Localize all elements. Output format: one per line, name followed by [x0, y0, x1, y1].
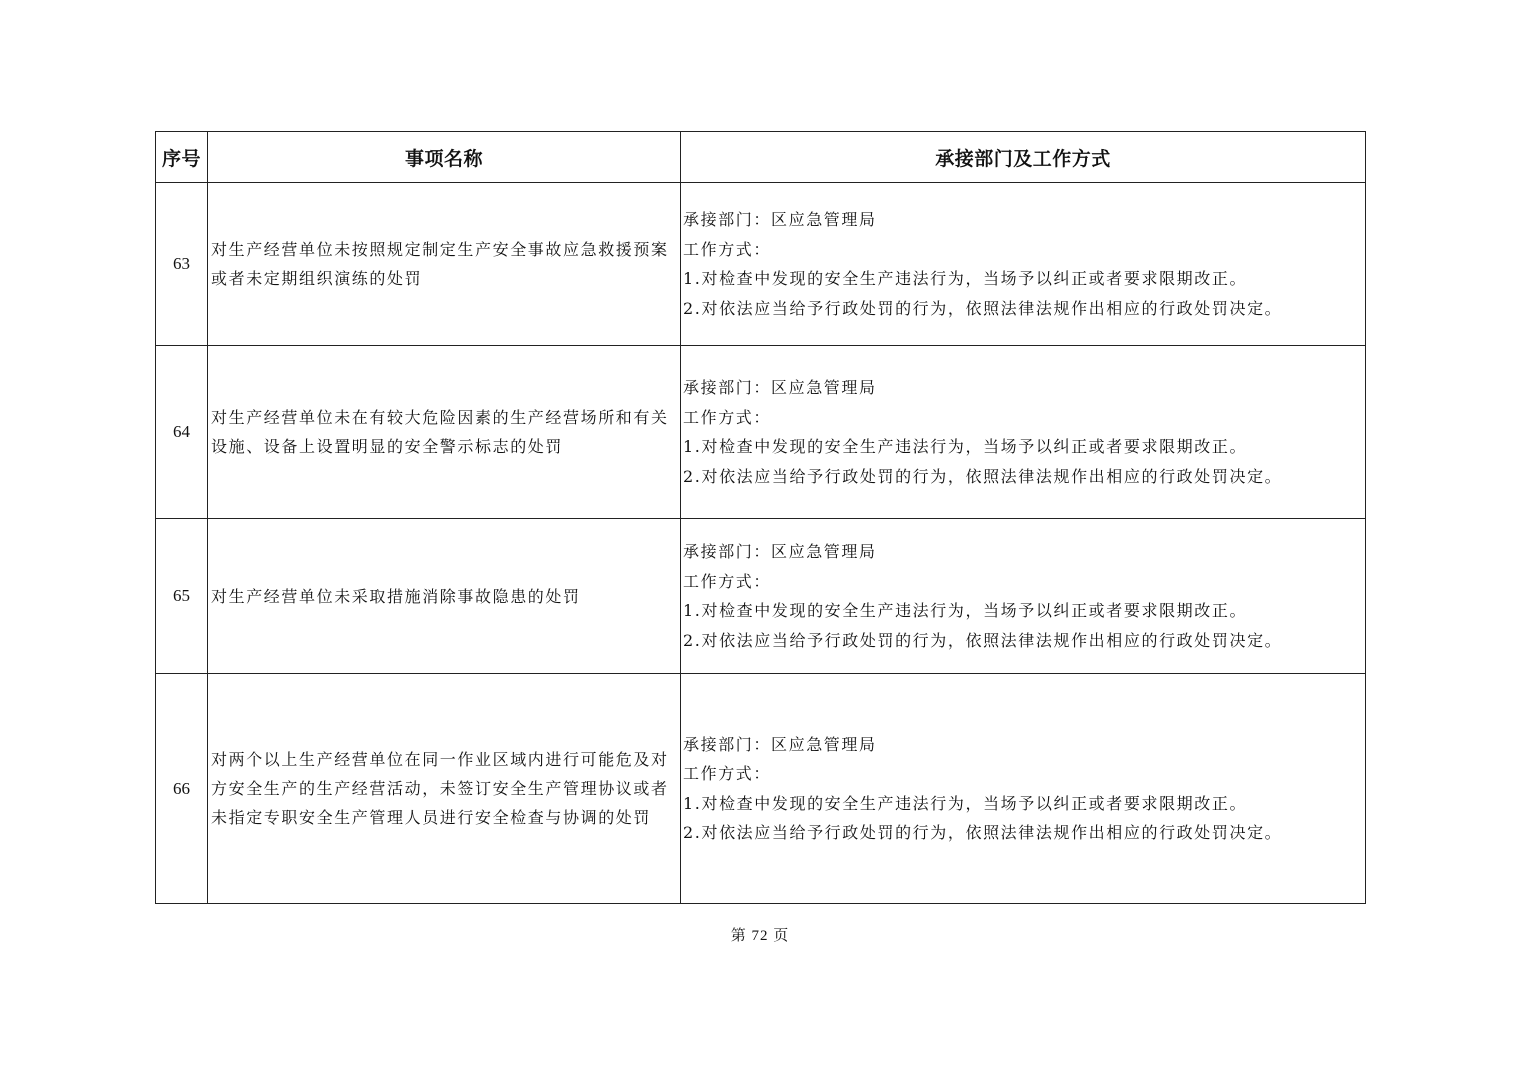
item-name-text: 对生产经营单位未在有较大危险因素的生产经营场所和有关设施、设备上设置明显的安全警示标志的处罚	[211, 408, 669, 456]
table-row	[156, 346, 1366, 519]
method-item-2: 2.对依法应当给予行政处罚的行为，依照法律法规作出相应的行政处罚决定。	[683, 823, 1283, 842]
method-heading: 工作方式：	[683, 239, 772, 259]
items-table	[155, 131, 1366, 904]
department-line: 承接部门：区应急管理局	[683, 734, 877, 754]
row-item-name	[208, 183, 681, 346]
row-item-name	[208, 346, 681, 519]
page-number: 第 72 页	[730, 928, 790, 944]
row-department-method	[681, 183, 1366, 346]
item-name-text: 对两个以上生产经营单位在同一作业区域内进行可能危及对方安全生产的生产经营活动，未签订安全生产管理协议或者未指定专职安全生产管理人员进行安全检查与协调的处罚	[211, 750, 669, 827]
row-department-method	[681, 674, 1366, 904]
department-line: 承接部门：区应急管理局	[683, 542, 877, 561]
method-item-1: 1.对检查中发现的安全生产违法行为，当场予以纠正或者要求限期改正。	[683, 437, 1248, 456]
item-name-text: 对生产经营单位未采取措施消除事故隐患的处罚	[211, 586, 581, 606]
row-serial-number: 64	[156, 346, 208, 519]
method-item-1: 1.对检查中发现的安全生产违法行为，当场予以纠正或者要求限期改正。	[683, 269, 1248, 288]
method-heading: 工作方式：	[683, 764, 772, 783]
row-serial-number: 63	[156, 183, 208, 346]
department-line: 承接部门：区应急管理局	[683, 378, 877, 397]
table-row	[156, 519, 1366, 674]
method-item-1: 1.对检查中发现的安全生产违法行为，当场予以纠正或者要求限期改正。	[683, 601, 1248, 620]
method-heading: 工作方式：	[683, 407, 772, 427]
method-heading: 工作方式：	[683, 571, 772, 591]
row-item-name	[208, 519, 681, 674]
method-item-2: 2.对依法应当给予行政处罚的行为，依照法律法规作出相应的行政处罚决定。	[683, 466, 1283, 486]
item-name-text: 对生产经营单位未按照规定制定生产安全事故应急救援预案或者未定期组织演练的处罚	[211, 240, 669, 288]
method-item-1: 1.对检查中发现的安全生产违法行为，当场予以纠正或者要求限期改正。	[683, 793, 1248, 813]
row-item-name	[208, 674, 681, 904]
method-item-2: 2.对依法应当给予行政处罚的行为，依照法律法规作出相应的行政处罚决定。	[683, 630, 1283, 650]
header-item-name: 事项名称	[208, 132, 681, 183]
department-line: 承接部门：区应急管理局	[683, 210, 877, 229]
header-department-method: 承接部门及工作方式	[681, 132, 1366, 183]
table-row	[156, 674, 1366, 904]
header-serial-number: 序号	[156, 132, 208, 183]
row-serial-number: 66	[156, 674, 208, 904]
row-department-method	[681, 519, 1366, 674]
row-department-method	[681, 346, 1366, 519]
table-row	[156, 183, 1366, 346]
table-header-row	[156, 132, 1366, 183]
row-serial-number: 65	[156, 519, 208, 674]
method-item-2: 2.对依法应当给予行政处罚的行为，依照法律法规作出相应的行政处罚决定。	[683, 298, 1283, 318]
